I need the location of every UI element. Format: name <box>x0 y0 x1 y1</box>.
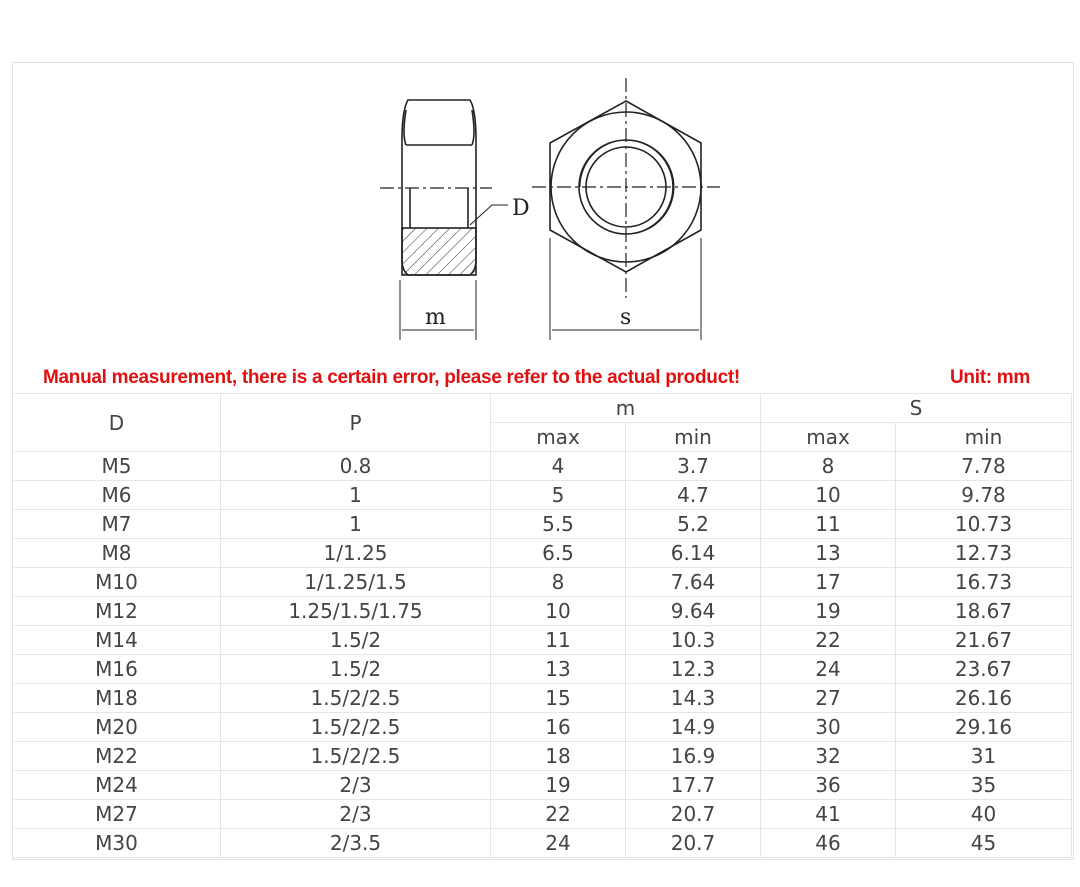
table-cell: 14.3 <box>626 684 761 713</box>
table-cell: 27 <box>761 684 896 713</box>
table-cell: 22 <box>491 800 626 829</box>
table-cell: 23.67 <box>896 655 1072 684</box>
table-cell: M10 <box>13 568 221 597</box>
table-cell: 31 <box>896 742 1072 771</box>
table-cell: 24 <box>491 829 626 858</box>
table-row <box>13 597 1072 626</box>
hex-nut-drawing <box>370 70 730 350</box>
table-cell: 13 <box>491 655 626 684</box>
table-cell: 1.5/2/2.5 <box>221 742 491 771</box>
table-cell: M22 <box>13 742 221 771</box>
header-p: P <box>221 394 491 452</box>
table-cell: M20 <box>13 713 221 742</box>
table-row <box>13 481 1072 510</box>
table-cell: 14.9 <box>626 713 761 742</box>
table-row <box>13 539 1072 568</box>
table-cell: 16.9 <box>626 742 761 771</box>
front-view <box>532 78 720 340</box>
table-cell: 1.25/1.5/1.75 <box>221 597 491 626</box>
table-cell: 46 <box>761 829 896 858</box>
table-cell: M27 <box>13 800 221 829</box>
table-cell: 11 <box>491 626 626 655</box>
unit-label: Unit: mm <box>950 367 1030 388</box>
table-cell: 5.5 <box>491 510 626 539</box>
table-cell: M8 <box>13 539 221 568</box>
table-cell: 29.16 <box>896 713 1072 742</box>
table-cell: 2/3.5 <box>221 829 491 858</box>
table-cell: 4.7 <box>626 481 761 510</box>
table-cell: 8 <box>491 568 626 597</box>
table-cell: 13 <box>761 539 896 568</box>
table-cell: M30 <box>13 829 221 858</box>
table-cell: 10 <box>491 597 626 626</box>
table-cell: 10.3 <box>626 626 761 655</box>
table-row <box>13 655 1072 684</box>
table-cell: 1 <box>221 481 491 510</box>
table-cell: 4 <box>491 452 626 481</box>
table-cell: 21.67 <box>896 626 1072 655</box>
header-s-min: min <box>896 423 1072 452</box>
table-cell: M18 <box>13 684 221 713</box>
table-cell: M7 <box>13 510 221 539</box>
table-cell: 1/1.25/1.5 <box>221 568 491 597</box>
table-cell: 22 <box>761 626 896 655</box>
table-cell: 10 <box>761 481 896 510</box>
side-view <box>380 100 530 340</box>
table-cell: 19 <box>491 771 626 800</box>
table-cell: 24 <box>761 655 896 684</box>
table-cell: 5.2 <box>626 510 761 539</box>
table-cell: 18 <box>491 742 626 771</box>
table-cell: 20.7 <box>626 829 761 858</box>
table-cell: 16 <box>491 713 626 742</box>
table-cell: M14 <box>13 626 221 655</box>
table-cell: 18.67 <box>896 597 1072 626</box>
label-s: s <box>620 305 632 330</box>
table-cell: 7.78 <box>896 452 1072 481</box>
table-cell: 6.14 <box>626 539 761 568</box>
table-cell: 6.5 <box>491 539 626 568</box>
table-cell: 30 <box>761 713 896 742</box>
table-cell: 1.5/2 <box>221 626 491 655</box>
table-row <box>13 829 1072 858</box>
table-cell: 5 <box>491 481 626 510</box>
table-cell: 2/3 <box>221 800 491 829</box>
table-row <box>13 800 1072 829</box>
label-m: m <box>425 305 446 330</box>
table-cell: 35 <box>896 771 1072 800</box>
table-cell: M24 <box>13 771 221 800</box>
table-cell: 12.73 <box>896 539 1072 568</box>
table-cell: 1.5/2 <box>221 655 491 684</box>
table-row <box>13 568 1072 597</box>
table-cell: 3.7 <box>626 452 761 481</box>
table-cell: 26.16 <box>896 684 1072 713</box>
table-cell: 20.7 <box>626 800 761 829</box>
table-cell: 12.3 <box>626 655 761 684</box>
table-cell: 1/1.25 <box>221 539 491 568</box>
table-cell: M6 <box>13 481 221 510</box>
table-cell: 9.78 <box>896 481 1072 510</box>
table-cell: 1 <box>221 510 491 539</box>
header-row <box>13 394 1072 423</box>
table-cell: 45 <box>896 829 1072 858</box>
table-cell: 36 <box>761 771 896 800</box>
header-m-max: max <box>491 423 626 452</box>
table-cell: 9.64 <box>626 597 761 626</box>
header-m: m <box>491 394 761 423</box>
table-cell: 8 <box>761 452 896 481</box>
table-cell: 19 <box>761 597 896 626</box>
table-cell: M12 <box>13 597 221 626</box>
table-cell: M5 <box>13 452 221 481</box>
table-cell: 7.64 <box>626 568 761 597</box>
size-table <box>12 393 1072 858</box>
table-row <box>13 713 1072 742</box>
header-d: D <box>13 394 221 452</box>
table-cell: 1.5/2/2.5 <box>221 713 491 742</box>
table-cell: 40 <box>896 800 1072 829</box>
table-cell: 11 <box>761 510 896 539</box>
table-row <box>13 452 1072 481</box>
table-row <box>13 626 1072 655</box>
table-cell: 17 <box>761 568 896 597</box>
table-row <box>13 684 1072 713</box>
label-d: D <box>512 196 530 221</box>
table-cell: M16 <box>13 655 221 684</box>
table-cell: 10.73 <box>896 510 1072 539</box>
table-cell: 32 <box>761 742 896 771</box>
table-cell: 16.73 <box>896 568 1072 597</box>
table-row <box>13 510 1072 539</box>
header-m-min: min <box>626 423 761 452</box>
table-cell: 15 <box>491 684 626 713</box>
table-cell: 1.5/2/2.5 <box>221 684 491 713</box>
header-s: S <box>761 394 1072 423</box>
table-cell: 0.8 <box>221 452 491 481</box>
table-row <box>13 771 1072 800</box>
header-s-max: max <box>761 423 896 452</box>
table-row <box>13 742 1072 771</box>
measurement-note: Manual measurement, there is a certain error, please refer to the actual product! <box>43 367 740 388</box>
table-cell: 17.7 <box>626 771 761 800</box>
table-cell: 2/3 <box>221 771 491 800</box>
table-cell: 41 <box>761 800 896 829</box>
